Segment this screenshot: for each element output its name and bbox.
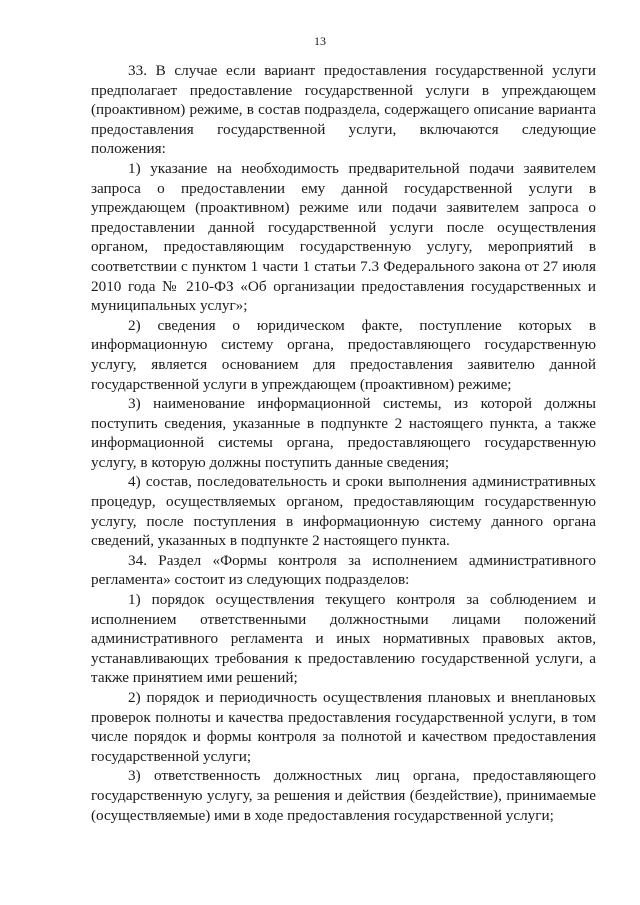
- document-body: [91, 61, 596, 825]
- paragraph-34-item-2: 2) порядок и периодичность осуществления плановых и внеплановых проверок полноты и качества предоставления государственной услуги, в том числе порядок и формы контроля за полнотой и качеством предоставления государственной услуги;: [91, 689, 596, 765]
- paragraph-34: 34. Раздел «Формы контроля за исполнением административного регламента» состоит из следующих подразделов:: [91, 551, 596, 589]
- paragraph-33: 33. В случае если вариант предоставления государственной услуги предполагает предоставление государственной услуги в упреждающем (проактивном) режиме, в состав подраздела, содержащего описание варианта предоставления государственной услуги, включаются следующие положения:: [91, 62, 596, 158]
- paragraph-33-item-4: 4) состав, последовательность и сроки выполнения административных процедур, осуществляемых органом, предоставляющим государственную услугу, после поступления в информационную систему данного органа сведений, указанных в подпункте 2 настоящего пункта.: [91, 473, 596, 550]
- page-number: 13: [314, 34, 326, 48]
- paragraph-33-item-1: 1) указание на необходимость предварительной подачи заявителем запроса о предоставлении ему данной государственной услуги в упреждающем (проактивном) режиме или подачи заявителем запроса о предоставлении данной государственной услуги после осуществления органом, предоставляющим государственную услугу, мероприятий в соответствии с пунктом 1 части 1 статьи 7.3 Федерального закона от 27 июля 2010 года № 210-ФЗ «Об организации предоставления государственных и муниципальных услуг»;: [91, 159, 596, 315]
- paragraph-33-item-2: 2) сведения о юридическом факте, поступление которых в информационную систему органа, предоставляющего государственную услугу, является основанием для предоставления заявителю данной государственной услуги в упреждающем (проактивном) режиме;: [91, 316, 596, 393]
- paragraph-33-item-3: 3) наименование информационной системы, из которой должны поступить сведения, указанные в подпункте 2 настоящего пункта, а также информационной системы органа, предоставляющего государственную услугу, в которую должны поступить данные сведения;: [91, 395, 596, 471]
- paragraph-34-item-1: 1) порядок осуществления текущего контроля за соблюдением и исполнением ответственными должностными лицами положений административного регламента и иных нормативных правовых актов, устанавливающих требования к предоставлению государственной услуги, а также принятием ими решений;: [91, 591, 596, 687]
- paragraph-34-item-3: 3) ответственность должностных лиц органа, предоставляющего государственную услугу, за решения и действия (бездействие), принимаемые (осуществляемые) ими в ходе предоставления государственной услуги;: [91, 767, 596, 824]
